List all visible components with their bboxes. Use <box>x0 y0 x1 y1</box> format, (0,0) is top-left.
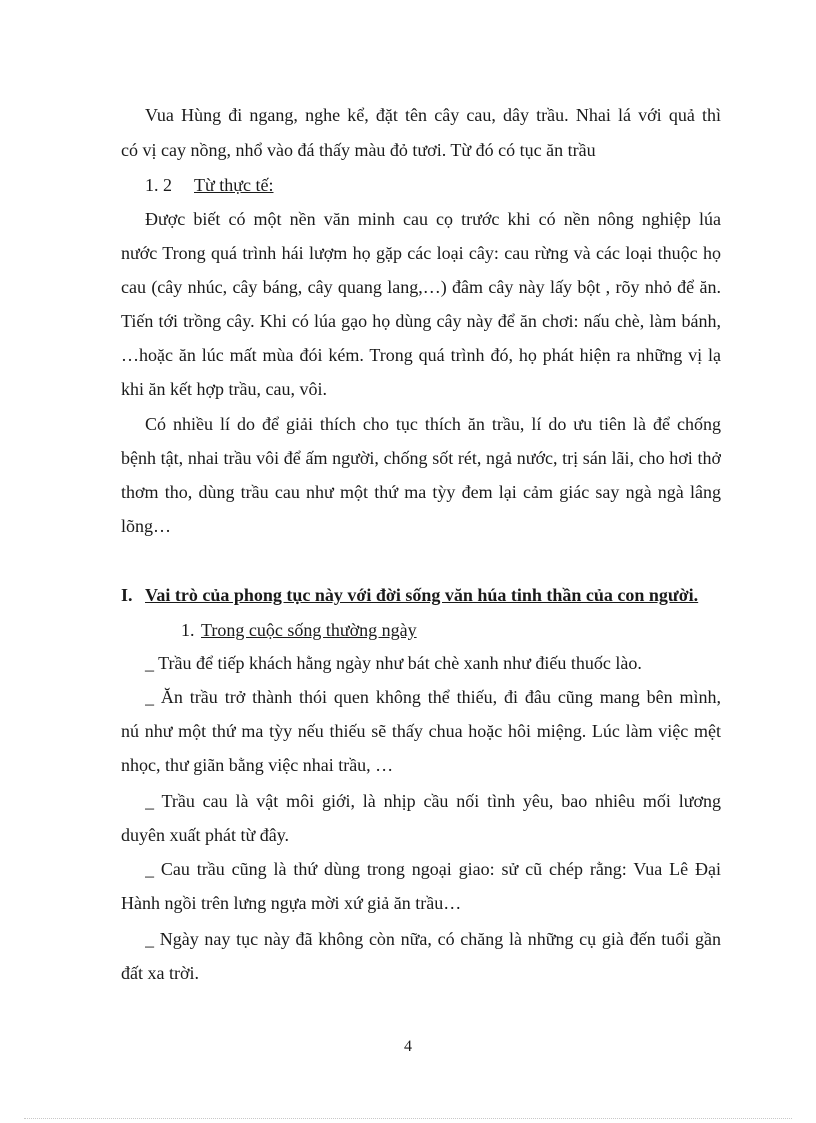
paragraph-line: lõng… <box>121 516 172 536</box>
subsection-number: 1. 2 <box>145 175 172 195</box>
paragraph-line: bệnh tật, nhai trầu vôi để ấm người, chống sốt rét, ngả nước, trị sán lãi, cho hơi thở <box>121 448 721 468</box>
paragraph-line: nhọc, thư giãn bằng việc nhai trầu, … <box>121 755 394 775</box>
subsection-number: 1. <box>181 620 195 640</box>
paragraph-line: nú như một thứ ma tỳy nếu thiếu sẽ thấy chua hoặc hôi miệng. Lúc làm việc mệt <box>121 721 721 741</box>
section-number: I. <box>121 585 133 605</box>
paragraph-line: Được biết có một nền văn minh cau cọ trước khi có nền nông nghiệp lúa <box>145 209 721 229</box>
bullet-line: _ Trầu cau là vật môi giới, là nhịp cầu nối tình yêu, bao nhiêu mối lương <box>145 791 721 811</box>
bullet-line: _ Cau trầu cũng là thứ dùng trong ngoại giao: sử cũ chép rằng: Vua Lê Đại <box>145 859 721 879</box>
paragraph-line: cau (cây nhúc, cây báng, cây quang lang,…) đâm cây này lấy bột , rõy nhỏ để ăn. <box>121 277 721 297</box>
paragraph-line: Có nhiều lí do để giải thích cho tục thích ăn trầu, lí do ưu tiên là để chống <box>145 414 721 434</box>
page-bottom-divider <box>24 1118 792 1119</box>
paragraph-line: nước Trong quá trình hái lượm họ gặp các loại cây: cau rừng và các loại thuộc họ <box>121 243 721 263</box>
paragraph-line: Vua Hùng đi ngang, nghe kể, đặt tên cây cau, dây trầu. Nhai lá với quả thì <box>145 105 721 125</box>
paragraph-line: …hoặc ăn lúc mất mùa đói kém. Trong quá trình đó, họ phát hiện ra những vị lạ <box>121 345 721 365</box>
paragraph-line: Hành ngồi trên lưng ngựa mời xứ giả ăn trầu… <box>121 893 462 913</box>
bullet-line: _ Ngày nay tục này đã không còn nữa, có chăng là những cụ già đến tuổi gần <box>145 929 721 949</box>
paragraph-line: Tiến tới trồng cây. Khi có lúa gạo họ dùng cây này để ăn chơi: nấu chè, làm bánh, <box>121 311 721 331</box>
page-number: 4 <box>404 1038 412 1055</box>
subsection-title: Từ thực tế: <box>194 175 274 195</box>
paragraph-line: có vị cay nồng, nhổ vào đá thấy màu đỏ tươi. Từ đó có tục ăn trầu <box>121 140 596 160</box>
section-heading: Vai trò của phong tục này với đời sống văn húa tinh thần của con người. <box>145 585 699 605</box>
paragraph-line: duyên xuất phát từ đây. <box>121 825 290 845</box>
paragraph-line: đất xa trời. <box>121 963 199 983</box>
subsection-title: Trong cuộc sống thường ngày <box>201 620 417 640</box>
bullet-line: _ Ăn trầu trở thành thói quen không thể thiếu, đi đâu cũng mang bên mình, <box>145 687 721 707</box>
paragraph-line: thơm tho, dùng trầu cau như một thứ ma tỳy đem lại cảm giác say ngà ngà lâng <box>121 482 721 502</box>
paragraph-line: khi ăn kết hợp trầu, cau, vôi. <box>121 379 327 399</box>
bullet-line: _ Trầu để tiếp khách hằng ngày như bát chè xanh như điếu thuốc lào. <box>145 653 642 673</box>
